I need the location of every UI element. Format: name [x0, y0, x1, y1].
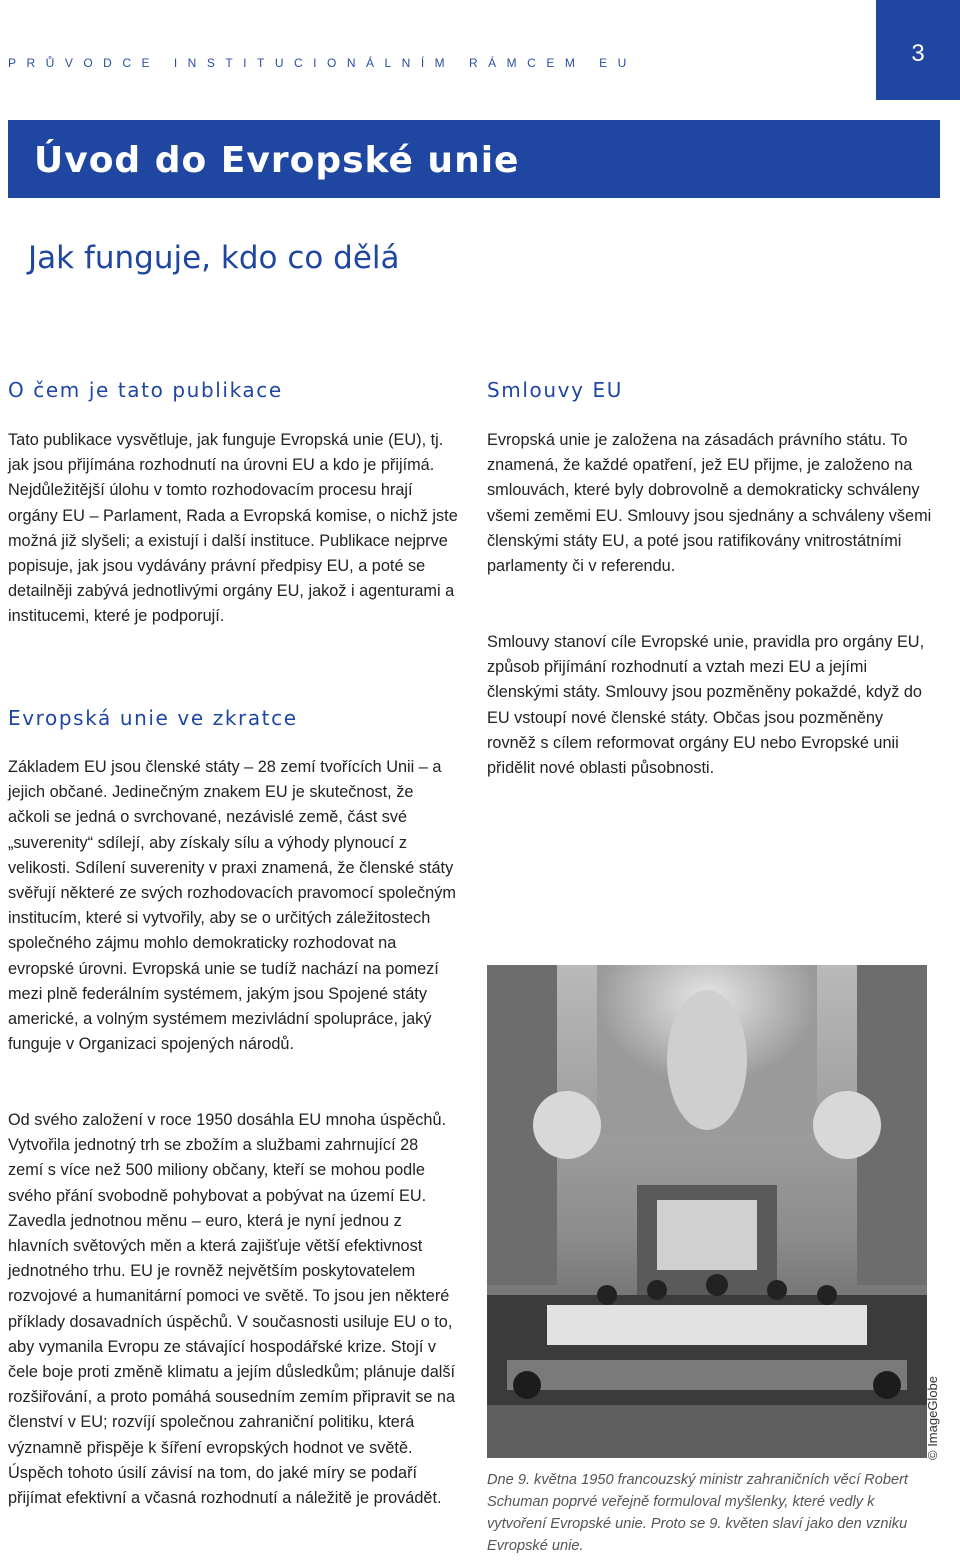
section-heading-treaties: Smlouvy EU [487, 378, 623, 402]
title-bar [8, 120, 940, 198]
running-head: PRŮVODCE INSTITUCIONÁLNÍM RÁMCEM EU [8, 56, 637, 70]
page-number: 3 [911, 40, 925, 67]
historic-photo [487, 965, 927, 1458]
summary-paragraph-1: Základem EU jsou členské státy – 28 zemí tvořících Unii – a jejich občané. Jedinečným znakem EU je skutečnost, že ačkoli se jedná o svrchované, nezávislé země, část své „suverenity“ sdílejí, aby získaly sílu a výhody plynoucí z velikosti. Sdílení suverenity v praxi znamená, že členské státy svěřují některé ze svých rozhodovacích pravomocí společným institucím, které si vytvořily, aby se o určitých záležitostech společného zájmu mohlo demokraticky rozhodovat na evropské úrovni. Evropská unie se tudíž nachází na pomezí mezi plně federálním systémem, jakým jsou Spojené státy americké, a volným systémem mezivládní spolupráce, jaký funguje v Organizaci spojených národů. [8, 758, 456, 1054]
photo-illustration [487, 965, 927, 1458]
treaties-paragraph-2: Smlouvy stanoví cíle Evropské unie, pravidla pro orgány EU, způsob přijímání rozhodnutí a vztah mezi EU a jejími členskými státy. Smlouvy jsou pozměněny pokaždé, když do EU vstoupí nové členské státy. Občas jsou pozměněny rovněž s cílem reformovat orgány EU nebo Evropské unii přidělit nové oblasti působnosti. [487, 633, 925, 778]
page-title: Úvod do Evropské unie [34, 140, 520, 181]
section-heading-about: O čem je tato publikace [8, 378, 283, 402]
section-heading-summary: Evropská unie ve zkratce [8, 706, 298, 730]
page-subtitle: Jak funguje, kdo co dělá [28, 240, 400, 276]
treaties-paragraph-1: Evropská unie je založena na zásadách právního státu. To znamená, že každé opatření, jež EU přijme, je založeno na smlouvách, které byly dobrovolně a demokraticky schváleny všemi zeměmi EU. Smlouvy jsou sjednány a schváleny všemi členskými státy EU, a poté jsou ratifikovány vnitrostátními parlamenty či v referendu. [487, 431, 932, 576]
about-paragraph: Tato publikace vysvětluje, jak funguje Evropská unie (EU), tj. jak jsou přijímána rozhodnutí na úrovni EU a kdo je přijímá. Nejdůležitější úlohu v tomto rozhodovacím procesu hrají orgány EU – Parlament, Rada a Evropská komise, o nichž jste možná již slyšeli; a existují i další instituce. Publikace nejprve popisuje, jak jsou vydávány právní předpisy EU, a poté se detailněji zabývá jednotlivými orgány EU, jakož i agenturami a institucemi, které je podporují. [8, 431, 458, 626]
photo-caption: Dne 9. května 1950 francouzský ministr zahraničních věcí Robert Schuman poprvé veřejně formuloval myšlenky, které vedly k vytvoření Evropské unie. Proto se 9. květen slaví jako den vzniku Evropské unie. [487, 1472, 908, 1554]
summary-paragraph-2: Od svého založení v roce 1950 dosáhla EU mnoha úspěchů. Vytvořila jednotný trh se zbožím a službami zahrnující 28 zemí s více než 500 miliony občany, kteří se mohou podle svého přání svobodně pohybovat a pobývat na území EU. Zavedla jednotnou měnu – euro, která je nyní jednou z hlavních světových měn a která zajišťuje větší efektivnost jednotného trhu. EU je rovněž největším poskytovatelem rozvojové a humanitární pomoci ve světě. To jsou jen některé příklady dosavadních úspěchů. V současnosti usiluje EU o to, aby vymanila Evropu ze stávající hospodářské krize. Stojí v čele boje proti změně klimatu a jejím důsledkům; plánuje další rozšiřování, a proto pomáhá sousedním zemím připravit se na členství v EU; rozvíjí společnou zahraniční politiku, která významně přispěje k šíření evropských hodnot ve světě. Úspěch tohoto úsilí závisí na tom, do jaké míry se podaří přijímat efektivní a včasná rozhodnutí a náležitě je provádět. [8, 1111, 456, 1508]
photo-credit: © ImageGlobe [925, 1375, 940, 1460]
page-number-tab [876, 0, 960, 100]
